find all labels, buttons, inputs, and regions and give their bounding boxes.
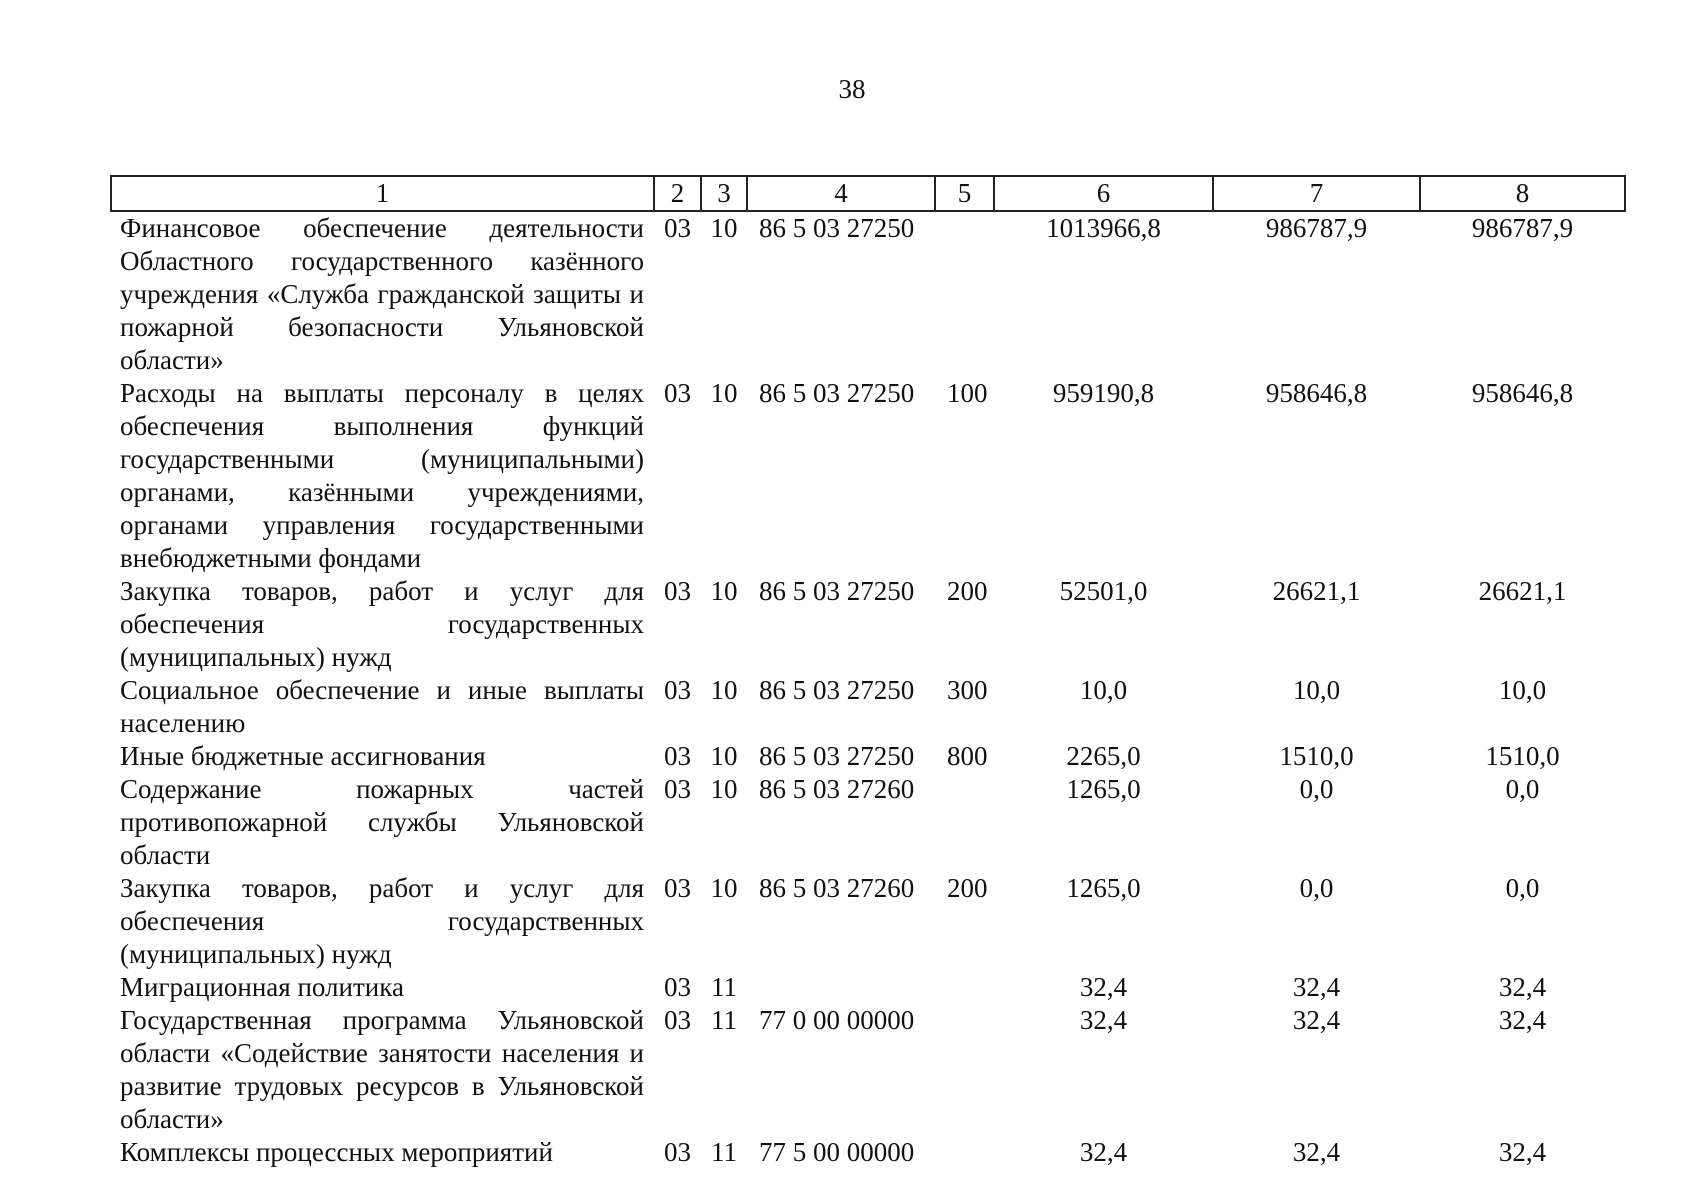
amount-col-6: 1265,0 bbox=[1066, 774, 1141, 804]
expense-type-code bbox=[935, 1004, 994, 1136]
amount-col-8: 32,4 bbox=[1498, 1137, 1547, 1167]
amount-col-8: 958646,8 bbox=[1471, 378, 1574, 408]
subsection-code: 11 bbox=[711, 1137, 737, 1167]
row-name: Закупка товаров, работ и услуг для обеспечения государственных (муниципальных) нужд bbox=[120, 576, 644, 672]
amount-col-7: 10,0 bbox=[1292, 675, 1341, 705]
table-row bbox=[111, 773, 1625, 872]
section-code: 03 bbox=[664, 741, 691, 771]
section-code: 03 bbox=[664, 576, 691, 606]
section-code: 03 bbox=[664, 1137, 691, 1167]
table-row bbox=[111, 575, 1625, 674]
amount-col-7: 986787,9 bbox=[1265, 213, 1368, 243]
expense-type-code: 200 bbox=[947, 873, 988, 903]
target-article-code: 86 5 03 27260 bbox=[759, 873, 915, 903]
row-name: Миграционная политика bbox=[120, 972, 404, 1002]
column-header-3: 3 bbox=[701, 176, 747, 211]
table-row bbox=[111, 872, 1625, 971]
amount-col-6: 2265,0 bbox=[1066, 741, 1141, 771]
amount-col-6: 32,4 bbox=[1079, 1005, 1128, 1035]
expense-type-code bbox=[935, 773, 994, 872]
amount-col-6: 1013966,8 bbox=[1046, 213, 1161, 243]
amount-col-7: 0,0 bbox=[1299, 873, 1334, 903]
subsection-code: 10 bbox=[710, 378, 738, 408]
table-row bbox=[111, 377, 1625, 575]
expense-type-code: 800 bbox=[947, 741, 988, 771]
row-name: Финансовое обеспечение деятельности Областного государственного казённого учреждения «Служба гражданской защиты и пожарной безопасности Ульяновской области» bbox=[120, 213, 644, 375]
target-article-code: 86 5 03 27250 bbox=[759, 213, 915, 243]
target-article-code: 86 5 03 27250 bbox=[759, 378, 915, 408]
column-header-1: 1 bbox=[111, 176, 654, 211]
column-header-2: 2 bbox=[654, 176, 701, 211]
section-code: 03 bbox=[664, 378, 691, 408]
amount-col-7: 32,4 bbox=[1292, 972, 1341, 1002]
amount-col-6: 10,0 bbox=[1079, 675, 1128, 705]
header-row bbox=[111, 176, 1625, 211]
row-name: Расходы на выплаты персоналу в целях обеспечения выполнения функций государственными (муниципальными) органами, казёнными учреждениями, органами управления государственными внебюджетными фондами bbox=[120, 378, 644, 573]
amount-col-8: 32,4 bbox=[1498, 1005, 1547, 1035]
subsection-code: 11 bbox=[711, 972, 737, 1002]
amount-col-7: 32,4 bbox=[1292, 1005, 1341, 1035]
table-row bbox=[111, 1004, 1625, 1136]
amount-col-8: 986787,9 bbox=[1471, 213, 1574, 243]
column-header-5: 5 bbox=[935, 176, 994, 211]
table-row bbox=[111, 971, 1625, 1004]
subsection-code: 10 bbox=[710, 741, 738, 771]
row-name: Содержание пожарных частей противопожарной службы Ульяновской области bbox=[120, 774, 644, 870]
amount-col-6: 32,4 bbox=[1079, 1137, 1128, 1167]
section-code: 03 bbox=[664, 774, 691, 804]
budget-table bbox=[110, 175, 1626, 1169]
table-row bbox=[111, 1136, 1625, 1169]
amount-col-7: 32,4 bbox=[1292, 1137, 1341, 1167]
amount-col-7: 1510,0 bbox=[1279, 741, 1354, 771]
target-article-code: 86 5 03 27250 bbox=[759, 675, 915, 705]
row-name: Государственная программа Ульяновской области «Содействие занятости населения и развитие трудовых ресурсов в Ульяновской области» bbox=[120, 1005, 644, 1134]
amount-col-8: 1510,0 bbox=[1485, 741, 1560, 771]
section-code: 03 bbox=[664, 873, 691, 903]
expense-type-code bbox=[935, 211, 994, 377]
target-article-code: 86 5 03 27250 bbox=[759, 576, 915, 606]
target-article-code: 77 5 00 00000 bbox=[759, 1137, 915, 1167]
amount-col-6: 959190,8 bbox=[1052, 378, 1155, 408]
section-code: 03 bbox=[664, 1005, 691, 1035]
subsection-code: 10 bbox=[710, 675, 738, 705]
table-body bbox=[111, 211, 1625, 1169]
amount-col-8: 10,0 bbox=[1498, 675, 1547, 705]
row-name: Иные бюджетные ассигнования bbox=[120, 741, 486, 771]
table-row bbox=[111, 740, 1625, 773]
section-code: 03 bbox=[664, 675, 691, 705]
row-name: Комплексы процессных мероприятий bbox=[120, 1137, 553, 1167]
column-header-8: 8 bbox=[1420, 176, 1625, 211]
page-number: 38 bbox=[838, 74, 866, 104]
target-article-code: 86 5 03 27250 bbox=[759, 741, 915, 771]
amount-col-6: 32,4 bbox=[1079, 972, 1128, 1002]
target-article-code: 86 5 03 27260 bbox=[759, 774, 915, 804]
amount-col-8: 0,0 bbox=[1505, 873, 1540, 903]
target-article-code: 77 0 00 00000 bbox=[759, 1005, 915, 1035]
amount-col-7: 26621,1 bbox=[1272, 576, 1361, 606]
expense-type-code: 100 bbox=[947, 378, 988, 408]
table-row bbox=[111, 211, 1625, 377]
row-name: Социальное обеспечение и иные выплаты населению bbox=[120, 675, 644, 738]
expense-type-code: 300 bbox=[947, 675, 988, 705]
amount-col-7: 0,0 bbox=[1299, 774, 1334, 804]
amount-col-8: 26621,1 bbox=[1478, 576, 1567, 606]
subsection-code: 11 bbox=[711, 1005, 737, 1035]
subsection-code: 10 bbox=[710, 774, 738, 804]
table-row bbox=[111, 674, 1625, 740]
amount-col-8: 32,4 bbox=[1498, 972, 1547, 1002]
section-code: 03 bbox=[664, 213, 691, 243]
section-code: 03 bbox=[664, 972, 691, 1002]
expense-type-code bbox=[935, 1136, 994, 1169]
amount-col-6: 1265,0 bbox=[1066, 873, 1141, 903]
column-header-6: 6 bbox=[994, 176, 1213, 211]
subsection-code: 10 bbox=[710, 873, 738, 903]
expense-type-code bbox=[935, 971, 994, 1004]
subsection-code: 10 bbox=[710, 576, 738, 606]
column-header-4: 4 bbox=[747, 176, 935, 211]
column-header-7: 7 bbox=[1213, 176, 1420, 211]
subsection-code: 10 bbox=[710, 213, 738, 243]
target-article-code bbox=[747, 971, 935, 1004]
amount-col-7: 958646,8 bbox=[1265, 378, 1368, 408]
expense-type-code: 200 bbox=[947, 576, 988, 606]
amount-col-6: 52501,0 bbox=[1059, 576, 1148, 606]
amount-col-8: 0,0 bbox=[1505, 774, 1540, 804]
row-name: Закупка товаров, работ и услуг для обеспечения государственных (муниципальных) нужд bbox=[120, 873, 644, 969]
